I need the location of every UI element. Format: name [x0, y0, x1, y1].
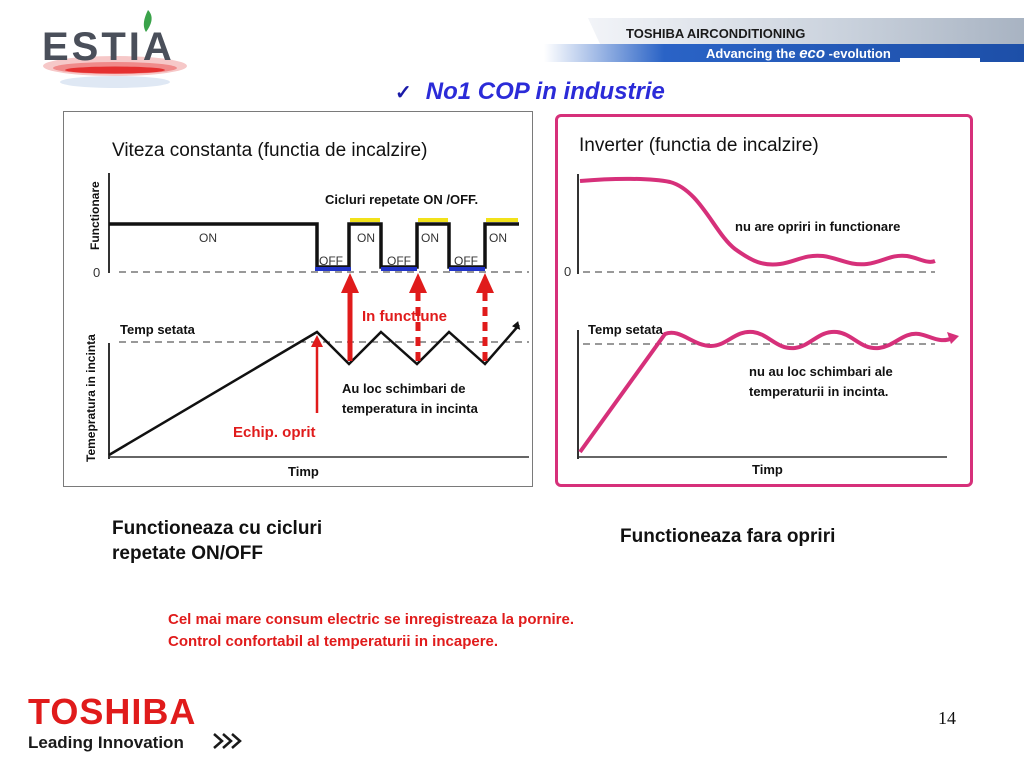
no-changes-line1: nu au loc schimbari ale [749, 364, 893, 379]
off-label-2: OFF [387, 254, 411, 268]
on-label-1: ON [199, 231, 217, 245]
on-bar-1 [350, 218, 380, 222]
left-zero-label: 0 [93, 265, 101, 280]
slide-title-text: No1 COP in industrie [425, 78, 665, 105]
svg-text:Advancing the eco -evolution [706, 45, 891, 62]
schimbari-line2: temperatura in incinta [342, 401, 478, 416]
right-temp-setata-label: Temp setata [588, 322, 663, 337]
banner-tagline-pre: Advancing the [706, 46, 800, 61]
right-zero-label: 0 [564, 264, 572, 279]
functionare-y-label: Functionare [88, 181, 102, 250]
left-summary-line2: repetate ON/OFF [112, 543, 263, 564]
svg-text:TOSHIBA AIRCONDITIONING: TOSHIBA AIRCONDITIONING [626, 26, 806, 41]
estia-logo [30, 8, 200, 98]
check-icon: ✓ [395, 82, 412, 104]
inverter-title: Inverter (functia de incalzire) [579, 135, 819, 156]
note-line1: Cel mai mare consum electric se inregistreaza la pornire. [168, 611, 575, 628]
cicluri-repetate-label: Cicluri repetate ON /OFF. [325, 192, 479, 207]
banner-tagline-eco: eco [799, 45, 826, 62]
right-timp-label: Timp [752, 462, 783, 477]
inverter-diagram [555, 114, 973, 487]
left-summary [112, 516, 322, 566]
on-label-4: ON [489, 231, 507, 245]
toshiba-header-banner [540, 14, 1024, 84]
svg-text:ESTIA: ESTIA [42, 25, 175, 69]
on-bar-2 [418, 218, 448, 222]
arrow-head-3 [476, 273, 494, 293]
constant-speed-title: Viteza constanta (functia de incalzire) [112, 140, 428, 161]
in-functiune-label: In functiune [362, 308, 447, 325]
banner-tagline-post: -evolution [825, 46, 891, 61]
chevrons-icon [214, 734, 240, 748]
notes [168, 609, 574, 653]
left-temp-setata-label: Temp setata [120, 322, 195, 337]
page-number: 14 [938, 708, 956, 728]
toshiba-logo [28, 690, 258, 754]
arrow-head-1 [341, 273, 359, 293]
no-changes-line2: temperaturii in incinta. [749, 384, 889, 399]
temperatura-y-label: Temepratura in incinta [84, 334, 98, 462]
on-label-3: ON [421, 231, 439, 245]
left-summary-line1: Functioneaza cu cicluri [112, 518, 323, 539]
toshiba-wordmark: TOSHIBA [28, 691, 197, 732]
left-timp-label: Timp [288, 464, 319, 479]
on-label-2: ON [357, 231, 375, 245]
right-summary: Functioneaza fara opriri [620, 526, 836, 547]
leading-innovation-text: Leading Innovation [28, 733, 184, 752]
arrow-head-2 [409, 273, 427, 293]
off-label-1: OFF [319, 254, 343, 268]
schimbari-line1: Au loc schimbari de [342, 381, 466, 396]
off-label-3: OFF [454, 254, 478, 268]
echip-oprit-label: Echip. oprit [233, 424, 316, 441]
note-line2: Control confortabil al temperaturii in incapere. [168, 633, 499, 650]
no-stops-label: nu are opriri in functionare [735, 219, 901, 234]
on-bar-3 [486, 218, 518, 222]
slide-title [395, 78, 775, 112]
